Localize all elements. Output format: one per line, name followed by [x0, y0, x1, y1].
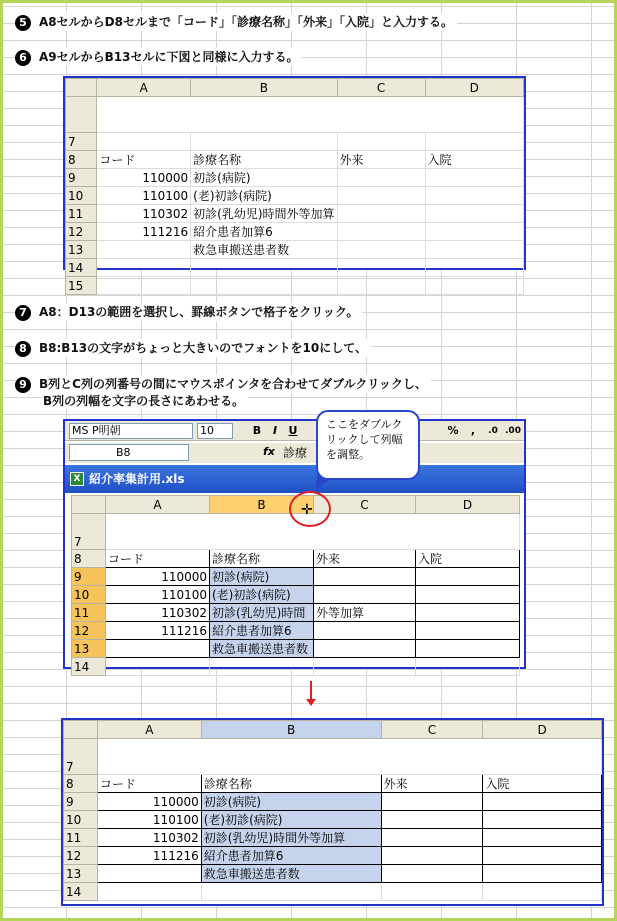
row-header[interactable]: 10	[64, 811, 98, 829]
cell[interactable]	[191, 133, 337, 151]
row-header[interactable]: 10	[66, 187, 97, 205]
cell[interactable]: 111216	[97, 847, 201, 865]
cell[interactable]	[483, 811, 602, 829]
sheet-grid	[65, 78, 524, 295]
cell[interactable]: 110302	[106, 604, 210, 622]
cell[interactable]: 紹介患者加算6	[201, 847, 381, 865]
cell[interactable]	[425, 223, 524, 241]
step-number: 6	[15, 50, 31, 66]
cell[interactable]	[97, 865, 201, 883]
cell[interactable]	[425, 259, 524, 277]
cell[interactable]	[416, 568, 520, 586]
cell[interactable]	[337, 241, 425, 259]
cell[interactable]: 診療名称	[191, 151, 337, 169]
cell[interactable]: 外来	[337, 151, 425, 169]
row-header[interactable]: 12	[64, 847, 98, 865]
cell[interactable]: 初診(乳幼児)時間外等加算	[191, 205, 337, 223]
cell[interactable]	[201, 883, 381, 901]
cell[interactable]: 紹介患者加算6	[191, 223, 337, 241]
cell[interactable]	[483, 793, 602, 811]
cell[interactable]	[425, 277, 524, 295]
formula-bar	[65, 443, 524, 463]
row-header[interactable]: 8	[66, 151, 97, 169]
cell[interactable]	[416, 640, 520, 658]
cell[interactable]	[314, 622, 416, 640]
row-header[interactable]: 13	[66, 241, 97, 259]
column-header-a[interactable]: A	[97, 79, 191, 97]
step-9-line-2: B列の列幅を文字の長さにあわせる。	[43, 392, 248, 409]
cell[interactable]: 外来	[381, 775, 483, 793]
empty-row[interactable]	[97, 739, 601, 775]
step-text: A8セルからD8セルまで「コード」「診療名称」「外来」「入院」と入力する。	[39, 15, 453, 29]
cell[interactable]: 診療名称	[201, 775, 381, 793]
row-header[interactable]: 9	[66, 169, 97, 187]
underline-button[interactable]: U	[288, 424, 298, 437]
cell[interactable]: 初診(病院)	[191, 169, 337, 187]
column-header-b[interactable]: B	[201, 721, 381, 739]
corner-cell[interactable]	[72, 496, 106, 514]
row-header[interactable]	[66, 97, 97, 133]
row-header[interactable]: 10	[72, 586, 106, 604]
row-header[interactable]: 7	[72, 514, 106, 550]
excel-window	[63, 419, 526, 674]
cell[interactable]: 110100	[106, 586, 210, 604]
comma-button[interactable]: ,	[470, 424, 476, 437]
formula-input[interactable]: 診療	[283, 446, 308, 460]
column-header-b[interactable]: B	[210, 496, 314, 514]
sheet-grid	[63, 720, 602, 901]
window-titlebar	[65, 465, 524, 493]
step-text: B列とC列の列番号の間にマウスポインタを合わせてダブルクリックし、	[39, 377, 427, 391]
column-header-d[interactable]: D	[483, 721, 602, 739]
cell[interactable]: 111216	[97, 223, 191, 241]
cell[interactable]	[381, 811, 483, 829]
font-size-select[interactable]: 10	[197, 423, 233, 439]
cell[interactable]: 外来	[314, 550, 416, 568]
cell[interactable]	[381, 865, 483, 883]
italic-button[interactable]: I	[272, 424, 278, 437]
row-header[interactable]: 13	[64, 865, 98, 883]
arrow-shaft	[310, 681, 312, 701]
cell[interactable]	[381, 793, 483, 811]
step-9	[15, 375, 431, 393]
step-8	[15, 339, 371, 357]
decrease-decimal-icon[interactable]: .00	[505, 426, 521, 436]
cell[interactable]	[106, 640, 210, 658]
cell[interactable]	[337, 187, 425, 205]
step-text: A9セルからB13セルに下図と同様に入力する。	[39, 50, 299, 64]
cell[interactable]: コード	[106, 550, 210, 568]
cell[interactable]: 入院	[416, 550, 520, 568]
cell[interactable]	[483, 865, 602, 883]
font-name-select[interactable]: MS P明朝	[69, 423, 193, 439]
cell[interactable]: 救急車搬送患者数	[210, 640, 314, 658]
column-header-d[interactable]: D	[425, 79, 524, 97]
corner-cell[interactable]	[64, 721, 98, 739]
cell[interactable]	[191, 259, 337, 277]
cell[interactable]	[314, 640, 416, 658]
cell[interactable]	[337, 259, 425, 277]
column-header-c[interactable]: C	[314, 496, 416, 514]
cell[interactable]	[314, 586, 416, 604]
cell[interactable]: 初診(病院)	[201, 793, 381, 811]
excel-file-icon: X	[70, 472, 84, 486]
cell[interactable]: 外等加算	[314, 604, 416, 622]
row-header[interactable]: 12	[72, 622, 106, 640]
row-header[interactable]: 7	[66, 133, 97, 151]
cell[interactable]: 111216	[106, 622, 210, 640]
cell[interactable]: 110000	[97, 169, 191, 187]
step-number: 7	[15, 305, 31, 321]
cell[interactable]	[425, 133, 524, 151]
cell[interactable]: 110000	[97, 793, 201, 811]
step-number: 9	[15, 377, 31, 393]
instruction-callout: ここをダブルクリックして列幅を調整。	[316, 410, 420, 480]
cell[interactable]: 入院	[483, 775, 602, 793]
step-6	[15, 48, 302, 66]
down-arrow-icon	[306, 699, 316, 706]
cell[interactable]	[97, 133, 191, 151]
step-number: 5	[15, 15, 31, 31]
cell[interactable]	[337, 223, 425, 241]
cell[interactable]: 110100	[97, 187, 191, 205]
cell[interactable]	[314, 658, 416, 676]
cell[interactable]: 初診(乳幼児)時間	[210, 604, 314, 622]
corner-cell[interactable]	[66, 79, 97, 97]
cell[interactable]: 診療名称	[210, 550, 314, 568]
step-7	[15, 303, 362, 321]
cell[interactable]	[381, 847, 483, 865]
cell[interactable]: (老)初診(病院)	[201, 811, 381, 829]
cell[interactable]	[483, 847, 602, 865]
cell[interactable]	[106, 658, 210, 676]
window-title: 紹介率集計用.xls	[89, 472, 185, 486]
spreadsheet-1	[63, 76, 526, 293]
cell[interactable]	[425, 187, 524, 205]
name-box[interactable]: B8	[69, 444, 189, 461]
cell[interactable]: 110000	[106, 568, 210, 586]
cell[interactable]	[337, 169, 425, 187]
cell[interactable]	[381, 883, 483, 901]
row-header[interactable]: 8	[72, 550, 106, 568]
cell[interactable]	[337, 205, 425, 223]
cell[interactable]: 110100	[97, 811, 201, 829]
cell[interactable]: 110302	[97, 205, 191, 223]
cell[interactable]	[97, 883, 201, 901]
cell[interactable]	[97, 241, 191, 259]
step-number: 8	[15, 341, 31, 357]
row-header[interactable]: 14	[64, 883, 98, 901]
row-header[interactable]: 12	[66, 223, 97, 241]
bold-button[interactable]: B	[252, 424, 262, 437]
cell[interactable]: コード	[97, 775, 201, 793]
cell[interactable]	[314, 568, 416, 586]
empty-row[interactable]	[97, 97, 524, 133]
row-header[interactable]: 9	[72, 568, 106, 586]
column-resize-cursor-icon: ✛	[301, 502, 313, 518]
cell[interactable]: 救急車搬送患者数	[201, 865, 381, 883]
column-header-c[interactable]: C	[337, 79, 425, 97]
step-text: A8：D13の範囲を選択し、罫線ボタンで格子をクリック。	[39, 305, 359, 319]
row-header[interactable]: 14	[66, 259, 97, 277]
cell[interactable]	[416, 622, 520, 640]
step-text: B8:B13の文字がちょっと大きいのでフォントを10にして、	[39, 341, 368, 355]
cell[interactable]: (老)初診(病院)	[191, 187, 337, 205]
row-header[interactable]: 13	[72, 640, 106, 658]
cell[interactable]: 紹介患者加算6	[210, 622, 314, 640]
spreadsheet-result	[61, 718, 604, 906]
row-header[interactable]: 15	[66, 277, 97, 295]
row-header[interactable]: 9	[64, 793, 98, 811]
cell[interactable]	[483, 883, 602, 901]
fx-icon[interactable]: fx	[263, 445, 275, 458]
row-header[interactable]: 11	[66, 205, 97, 223]
cell[interactable]: 初診(乳幼児)時間外等加算	[201, 829, 381, 847]
cell[interactable]	[483, 829, 602, 847]
cell[interactable]	[425, 205, 524, 223]
cell[interactable]	[416, 586, 520, 604]
row-header[interactable]: 11	[72, 604, 106, 622]
increase-decimal-icon[interactable]: .0	[488, 426, 498, 436]
percent-button[interactable]: %	[447, 424, 459, 437]
cell[interactable]: 入院	[425, 151, 524, 169]
cell[interactable]	[337, 133, 425, 151]
cell[interactable]	[97, 259, 191, 277]
row-header[interactable]: 8	[64, 775, 98, 793]
column-header-d[interactable]: D	[416, 496, 520, 514]
row-header[interactable]: 11	[64, 829, 98, 847]
cell[interactable]: 救急車搬送患者数	[191, 241, 337, 259]
cell[interactable]	[425, 241, 524, 259]
column-header-a[interactable]: A	[106, 496, 210, 514]
cell[interactable]	[425, 169, 524, 187]
formatting-toolbar	[65, 421, 524, 441]
cell[interactable]: 110302	[97, 829, 201, 847]
column-header-c[interactable]: C	[381, 721, 483, 739]
cell[interactable]	[337, 277, 425, 295]
column-header-b[interactable]: B	[191, 79, 337, 97]
cell[interactable]	[210, 658, 314, 676]
row-header[interactable]: 14	[72, 658, 106, 676]
cell[interactable]: (老)初診(病院)	[210, 586, 314, 604]
step-5	[15, 13, 457, 31]
cell[interactable]: コード	[97, 151, 191, 169]
cell[interactable]	[381, 829, 483, 847]
cell[interactable]	[416, 658, 520, 676]
cell[interactable]	[97, 277, 191, 295]
cell[interactable]: 初診(病院)	[210, 568, 314, 586]
cell[interactable]	[416, 604, 520, 622]
row-header[interactable]: 7	[64, 739, 98, 775]
cell[interactable]	[191, 277, 337, 295]
column-header-a[interactable]: A	[97, 721, 201, 739]
